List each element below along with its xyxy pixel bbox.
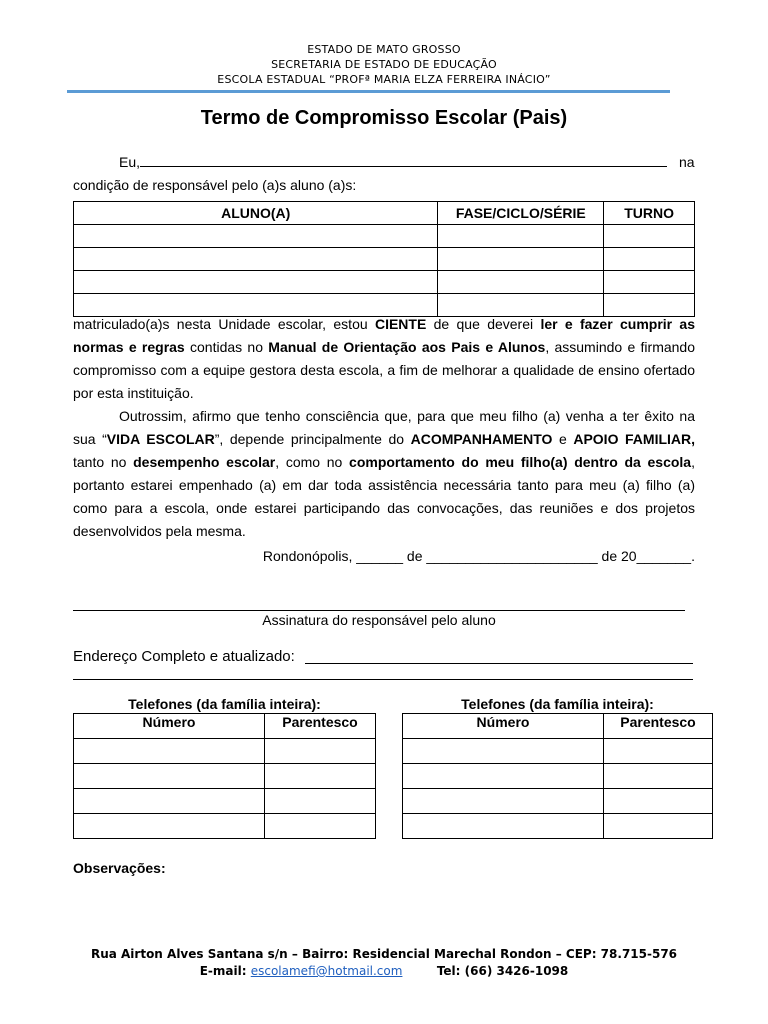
address-blank-1[interactable]	[305, 663, 693, 664]
name-blank[interactable]	[140, 152, 667, 167]
students-table	[73, 201, 695, 317]
header-school: ESCOLA ESTADUAL “PROFª MARIA ELZA FERREIRA INÁCIO”	[217, 73, 551, 86]
table-row	[74, 225, 695, 248]
col-parentesco: Parentesco	[265, 714, 376, 739]
header-divider	[67, 90, 670, 93]
address-blank-2[interactable]	[73, 679, 693, 680]
phones-table-right	[402, 713, 713, 839]
table-row	[74, 248, 695, 271]
phones-left-title: Telefones (da família inteira):	[128, 696, 321, 712]
address-line	[73, 645, 695, 668]
table-row	[74, 789, 376, 814]
footer-address: Rua Airton Alves Santana s/n – Bairro: Residencial Marechal Rondon – CEP: 78.715-576	[90, 947, 678, 961]
signature-label: Assinatura do responsável pelo aluno	[262, 612, 496, 628]
table-row	[403, 789, 713, 814]
intro-eu: Eu,	[119, 154, 141, 170]
footer-contact	[0, 964, 768, 978]
intro-na: na	[679, 154, 695, 170]
header-secretariat: SECRETARIA DE ESTADO DE EDUCAÇÃO	[271, 58, 497, 71]
table-row	[403, 739, 713, 764]
page-title: Termo de Compromisso Escolar (Pais)	[200, 107, 568, 129]
table-row	[403, 814, 713, 839]
email-label: E-mail:	[199, 964, 247, 978]
table-row	[74, 271, 695, 294]
phones-table-left	[73, 713, 376, 839]
date-line[interactable]: Rondonópolis, ______ de ______________________ de 20_______.	[262, 548, 695, 564]
intro-line-2: condição de responsável pelo (a)s aluno (a)s:	[73, 177, 357, 193]
table-row	[74, 814, 376, 839]
col-fase: FASE/CICLO/SÉRIE	[438, 202, 604, 225]
table-row	[74, 739, 376, 764]
intro-line	[73, 151, 695, 174]
col-numero: Número	[74, 714, 265, 739]
col-aluno: ALUNO(A)	[74, 202, 438, 225]
paragraph-commitment: matriculado(a)s nesta Unidade escolar, estou CIENTE de que deverei ler e fazer cumprir as normas e regras contidas no Manual de Orientação aos Pais e Alunos, assumindo e firmando compromisso com a equipe gestora desta escola, a fim de melhorar a qualidade de ensino ofertado por esta instituição.	[73, 316, 695, 401]
col-parentesco: Parentesco	[604, 714, 713, 739]
phones-right-title: Telefones (da família inteira):	[461, 696, 654, 712]
observations-label: Observações:	[73, 860, 166, 876]
email-link[interactable]: escolamefi@hotmail.com	[250, 964, 403, 978]
table-row	[403, 764, 713, 789]
footer-tel: Tel: (66) 3426-1098	[436, 964, 569, 978]
col-turno: TURNO	[604, 202, 695, 225]
header-state: ESTADO DE MATO GROSSO	[307, 43, 461, 56]
table-row	[74, 764, 376, 789]
col-numero: Número	[403, 714, 604, 739]
signature-line[interactable]	[73, 610, 685, 611]
address-label: Endereço Completo e atualizado:	[73, 648, 295, 665]
paragraph-awareness: Outrossim, afirmo que tenho consciência que, para que meu filho (a) venha a ter êxito na sua “VIDA ESCOLAR”, depende principalmente do ACOMPANHAMENTO e APOIO FAMILIAR, tanto no desempenho escolar, como no comportamento do meu filho(a) dentro da escola, portanto estarei empenhado (a) em dar toda assistência necessária tanto para meu (a) filho (a) como para a escola, onde estarei participando das convocações, das reuniões e dos projetos desenvolvidos pela mesma.	[73, 408, 696, 539]
